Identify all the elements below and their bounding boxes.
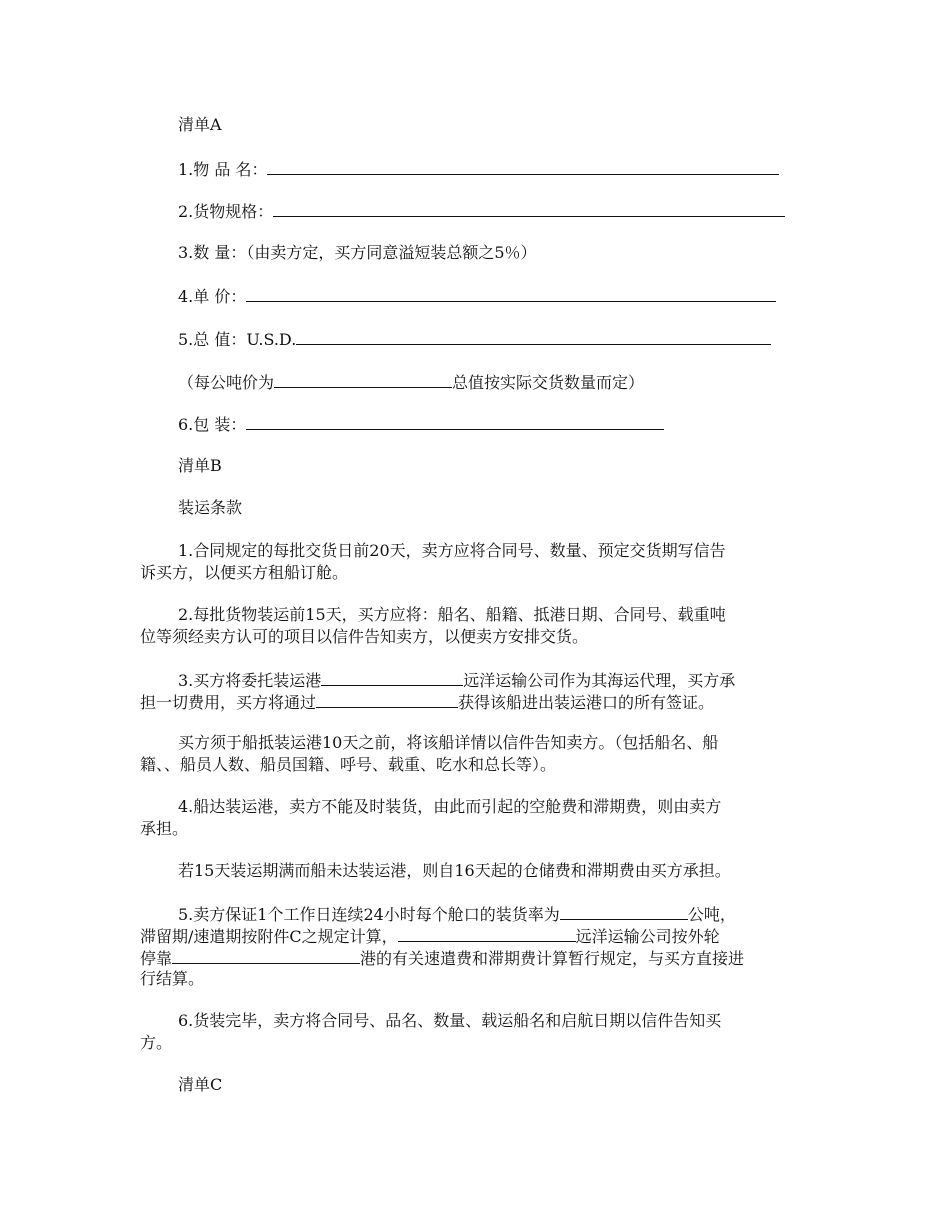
- clause-3-line-1-prefix: 3.买方将委托装运港: [178, 671, 322, 690]
- port-blank[interactable]: [172, 947, 360, 964]
- item-3-text: 3.数 量：（由卖方定，买方同意溢短装总额之5％）: [178, 243, 537, 262]
- item-1-row: [178, 158, 779, 180]
- clause-3-line-2-prefix: 担一切费用，买方将通过: [140, 693, 317, 712]
- clause-3b-line-2: 籍、、船员人数、船员国籍、呼号、载重、吃水和总长等）。: [140, 755, 557, 774]
- price-note-suffix: 总值按实际交货数量而定）: [452, 373, 645, 392]
- clause-2-line-1: 2.每批货物装运前15天，买方应将：船名、船籍、抵港日期、合同号、载重吨: [178, 605, 726, 624]
- clause-3-line-2-suffix: 获得该船进出装运港口的所有签证。: [458, 693, 715, 712]
- item-4-blank[interactable]: [246, 285, 776, 302]
- item-4-label: 4.单 价：: [178, 287, 247, 306]
- item-2-label: 2.货物规格：: [178, 202, 274, 221]
- item-6-label: 6.包 装：: [178, 415, 247, 434]
- item-2-blank[interactable]: [273, 200, 785, 217]
- item-4-row: [178, 285, 776, 307]
- price-note-row: [178, 371, 644, 393]
- clause-3-line-1: [178, 669, 735, 691]
- loading-rate-blank[interactable]: [560, 903, 688, 920]
- clause-3-line-1-suffix: 远洋运输公司作为其海运代理，买方承: [463, 671, 736, 690]
- clause-4-line-1: 4.船达装运港，卖方不能及时装货，由此而引起的空舱费和滞期费，则由卖方: [178, 797, 722, 816]
- item-6-row: [178, 413, 664, 435]
- clause-2-line-2: 位等须经卖方认可的项目以信件告知卖方，以便卖方安排交货。: [140, 627, 589, 646]
- list-c-heading: 清单C: [178, 1075, 223, 1094]
- list-b-heading: 清单B: [178, 456, 222, 475]
- clause-5-line-3: [140, 947, 744, 969]
- clause-5-line-4: 行结算。: [140, 969, 205, 988]
- clause-1-line-2: 诉买方，以便买方租船订舱。: [140, 563, 349, 582]
- item-2-row: [178, 200, 785, 222]
- item-1-blank[interactable]: [267, 158, 779, 175]
- item-5-blank[interactable]: [296, 328, 771, 345]
- clause-1-line-1: 1.合同规定的每批交货日前20天，卖方应将合同号、数量、预定交货期写信告: [178, 541, 726, 560]
- clause-5-line-3-suffix: 港的有关速遣费和滞期费计算暂行规定，与买方直接进: [360, 949, 745, 968]
- clause-5-line-3-prefix: 停靠: [140, 949, 173, 968]
- clause-5-line-2-suffix: 远洋运输公司按外轮: [575, 927, 720, 946]
- clause-5-line-1: [178, 903, 736, 925]
- clause-6-line-1: 6.货装完毕，卖方将合同号、品名、数量、载运船名和启航日期以信件告知买: [178, 1011, 722, 1030]
- clause-5-line-1-prefix: 5.卖方保证1个工作日连续24小时每个舱口的装货率为: [178, 905, 560, 924]
- shipping-company-blank[interactable]: [398, 925, 576, 942]
- clause-3b-line-1: 买方须于船抵装运港10天之前，将该船详情以信件告知卖方。（包括船名、船: [178, 733, 719, 752]
- item-1-label: 1.物 品 名：: [178, 160, 268, 179]
- clause-5-line-2: [140, 925, 720, 947]
- loading-port-blank[interactable]: [321, 669, 463, 686]
- price-per-ton-blank[interactable]: [274, 371, 452, 388]
- agent-blank[interactable]: [316, 691, 458, 708]
- shipping-terms-heading: 装运条款: [178, 498, 243, 517]
- clause-6-line-2: 方。: [140, 1033, 173, 1052]
- clause-3-line-2: [140, 691, 714, 713]
- item-5-label: 5.总 值：U.S.D.: [178, 330, 297, 349]
- item-6-blank[interactable]: [246, 413, 664, 430]
- clause-5-line-1-suffix: 公吨，: [687, 905, 736, 924]
- list-a-heading: 清单A: [178, 115, 222, 134]
- clause-4-line-2: 承担。: [140, 819, 189, 838]
- clause-4b: 若15天装运期满而船未达装运港，则自16天起的仓储费和滞期费由买方承担。: [178, 861, 731, 880]
- clause-5-line-2-prefix: 滞留期/速遣期按附件C之规定计算，: [140, 927, 398, 946]
- item-5-row: [178, 328, 771, 350]
- price-note-prefix: （每公吨价为: [178, 373, 275, 392]
